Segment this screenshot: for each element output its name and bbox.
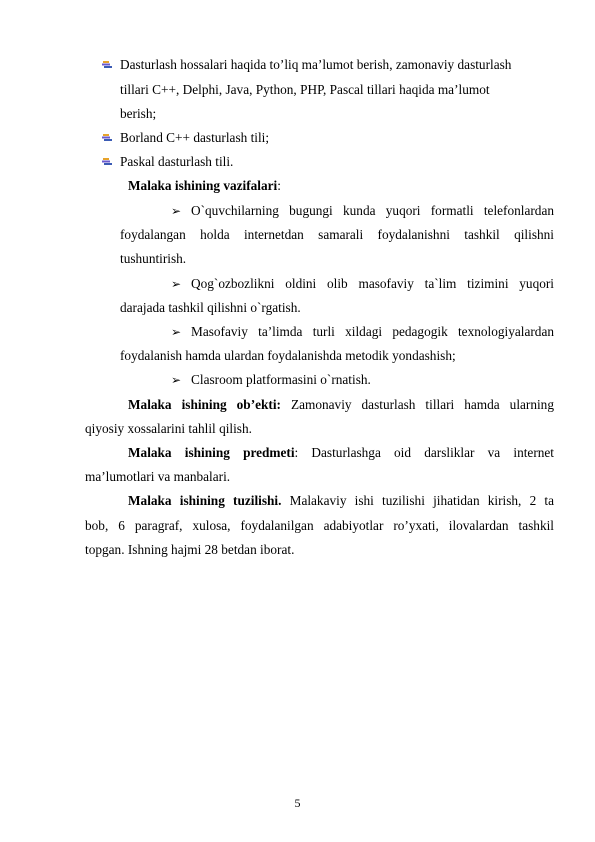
task-1-line-3: tushuntirish. xyxy=(120,251,187,266)
arrow-right-icon: ➢ xyxy=(171,204,182,218)
tasks-heading-suffix: : xyxy=(277,178,281,193)
task-1-line-1: O`quvchilarning bugungi kunda yuqori formatli telefonlardan xyxy=(191,203,554,218)
subject-paragraph-line-2: ma’lumotlari va manbalari. xyxy=(85,469,231,484)
page-number: 5 xyxy=(294,796,301,810)
arrow-right-icon: ➢ xyxy=(171,277,182,291)
structure-text: Malakaviy ishi tuzilishi jihatidan kirish, 2 ta xyxy=(281,493,554,508)
structure-label: Malaka ishining tuzilishi. xyxy=(128,493,282,508)
bullet-2: Borland C++ dasturlash tili; xyxy=(120,130,270,145)
task-4-line-1: Clasroom platformasini o`rnatish. xyxy=(191,372,371,387)
subject-paragraph-line-1 xyxy=(128,445,554,461)
book-stack-icon xyxy=(102,134,112,141)
task-2-line-1: Qog`ozbozlikni oldini olib masofaviy ta`lim tizimini yuqori xyxy=(191,276,554,291)
subject-text: : Dasturlashga oid darsliklar va internet xyxy=(294,445,554,460)
arrow-right-icon: ➢ xyxy=(171,325,182,339)
structure-paragraph-line-2: bob, 6 paragraf, xulosa, foydalanilgan adabiyotlar ro’yxati, ilovalardan tashkil xyxy=(85,518,554,533)
object-paragraph-line-2: qiyosiy xossalarini tahlil qilish. xyxy=(85,421,252,436)
task-3-line-1: Masofaviy ta’limda turli xildagi pedagogik texnologiyalardan xyxy=(191,324,554,339)
arrow-right-icon: ➢ xyxy=(171,373,182,387)
tasks-heading xyxy=(128,178,281,194)
bullet-1-line-3: berish; xyxy=(120,106,157,121)
object-paragraph-line-1 xyxy=(128,397,554,413)
tasks-heading-label: Malaka ishining vazifalari xyxy=(128,178,278,193)
object-text: Zamonaviy dasturlash tillari hamda ularning xyxy=(280,397,554,412)
task-3-line-2: foydalanish hamda ulardan foydalanishda metodik yondashish; xyxy=(120,348,456,363)
task-1-line-2: foydalangan holda internetdan samarali foydalanishni tashkil qilishni xyxy=(120,227,554,242)
task-2-line-2: darajada tashkil qilishni o`rgatish. xyxy=(120,300,301,315)
object-label: Malaka ishining ob’ekti: xyxy=(128,397,281,412)
book-stack-icon xyxy=(102,61,112,68)
structure-paragraph-line-1 xyxy=(128,493,554,509)
bullet-1-line-1: Dasturlash hossalari haqida to’liq ma’lumot berish, zamonaviy dasturlash xyxy=(120,57,512,72)
bullet-3: Paskal dasturlash tili. xyxy=(120,154,234,169)
structure-paragraph-line-3: topgan. Ishning hajmi 28 betdan iborat. xyxy=(85,542,295,557)
subject-label: Malaka ishining predmeti xyxy=(128,445,295,460)
bullet-1-line-2: tillari C++, Delphi, Java, Python, PHP, Pascal tillari haqida ma’lumot xyxy=(120,82,490,97)
book-stack-icon xyxy=(102,158,112,165)
